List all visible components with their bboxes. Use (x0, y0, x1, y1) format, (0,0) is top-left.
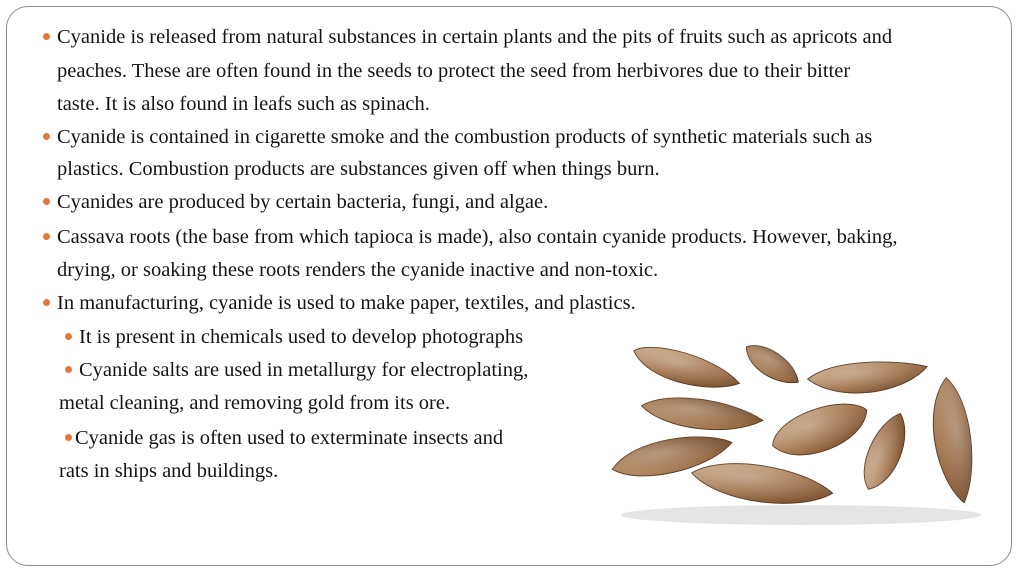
bullet-4-line-2: drying, or soaking these roots renders the cyanide inactive and non-toxic. (57, 259, 659, 281)
sub-bullet-3-line-2: rats in ships and buildings. (59, 460, 279, 482)
seed (807, 357, 929, 397)
sub-bullet-2-line-2: metal cleaning, and removing gold from its ore. (59, 392, 451, 414)
bullet-1-line-3: taste. It is also found in leafs such as spinach. (57, 93, 430, 115)
seed (924, 375, 982, 505)
bullet-5-line-1: In manufacturing, cyanide is used to make paper, textiles, and plastics. (57, 292, 636, 314)
bullet-2-line-1: Cyanide is contained in cigarette smoke and the combustion products of synthetic materials such as (57, 126, 873, 148)
sub-bullet-marker (65, 366, 72, 373)
sub-bullet-marker (65, 434, 72, 441)
sub-bullet-3-line-1: Cyanide gas is often used to exterminate insects and (75, 427, 504, 449)
seed (856, 408, 914, 496)
seed (629, 342, 743, 395)
bullet-3-line-1: Cyanides are produced by certain bacteria, fungi, and algae. (57, 191, 549, 213)
sub-bullet-2-line-1: Cyanide salts are used in metallurgy for electroplating, (79, 359, 529, 381)
sub-bullet-1-line-1: It is present in chemicals used to develop photographs (79, 326, 524, 348)
sub-bullet-marker (65, 333, 72, 340)
bullet-2-line-2: plastics. Combustion products are substances given off when things burn. (57, 158, 660, 180)
bullet-marker (43, 33, 50, 40)
seed (640, 394, 764, 434)
bullet-marker (43, 299, 50, 306)
seed (739, 340, 806, 389)
bullet-1-line-2: peaches. These are often found in the seeds to protect the seed from herbivores due to their bitter (57, 60, 851, 82)
bullet-marker (43, 198, 50, 205)
bullet-1-line-1: Cyanide is released from natural substances in certain plants and the pits of fruits such as apricots and (57, 26, 893, 48)
apricot-seeds-image (601, 325, 1001, 530)
bullet-marker (43, 233, 50, 240)
bullet-marker (43, 133, 50, 140)
seed (690, 459, 835, 508)
bullet-4-line-1: Cassava roots (the base from which tapioca is made), also contain cyanide products. However, baking, (57, 226, 898, 248)
seed (766, 396, 874, 463)
slide (6, 6, 1012, 566)
